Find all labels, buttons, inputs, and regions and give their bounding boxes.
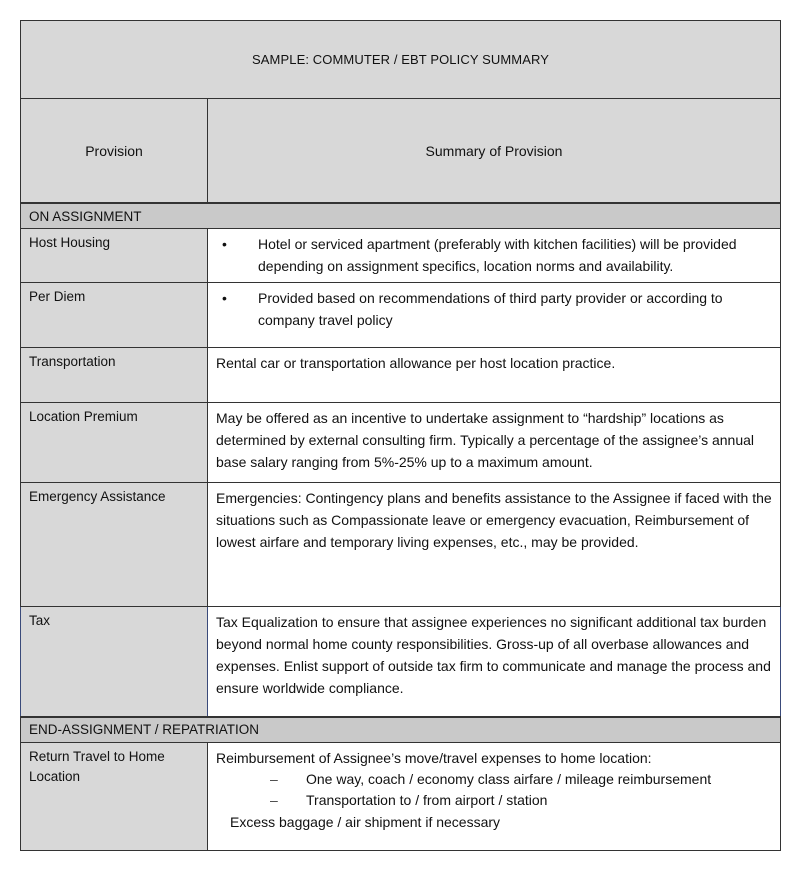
section-heading-on-assignment: ON ASSIGNMENT <box>21 203 781 229</box>
list-item <box>216 769 772 790</box>
provision-summary-host-housing <box>208 229 781 283</box>
row-per-diem <box>21 283 781 348</box>
summary-column-header: Summary of Provision <box>208 99 781 204</box>
provision-summary-tax: Tax Equalization to ensure that assignee experiences no significant additional tax burden beyond normal home county responsibilities. Gross-up of all overbase allowances and expenses. Enlist support of outside tax firm to communicate and manage the process and ensure worldwide compliance. <box>208 607 781 717</box>
provision-label-tax: Tax <box>21 607 208 717</box>
summary-text: Provided based on recommendations of third party provider or according to company travel policy <box>258 290 723 328</box>
row-emergency-assistance <box>21 483 781 607</box>
dash-icon: – <box>270 791 278 808</box>
bullet-icon: • <box>222 236 227 252</box>
row-tax <box>21 607 781 717</box>
row-location-premium <box>21 403 781 483</box>
dash-icon: – <box>270 770 278 787</box>
bullet-icon: • <box>222 290 227 306</box>
list-item-text: Transportation to / from airport / station <box>306 791 548 808</box>
provision-label-emergency-assistance: Emergency Assistance <box>21 483 208 607</box>
summary-extra: Excess baggage / air shipment if necessary <box>230 813 501 830</box>
provision-summary-location-premium: May be offered as an incentive to undertake assignment to “hardship” locations as determined by external consulting firm. Typically a percentage of the assignee’s annual base salary ranging from 5%-25% up to a maximum amount. <box>208 403 781 483</box>
provision-summary-return-travel <box>208 742 781 850</box>
provision-summary-per-diem <box>208 283 781 348</box>
provision-column-header: Provision <box>21 99 208 204</box>
policy-summary-document <box>20 20 780 851</box>
provision-label-per-diem: Per Diem <box>21 283 208 348</box>
title-row <box>21 21 781 99</box>
provision-label-return-travel: Return Travel to Home Location <box>21 742 208 850</box>
provision-summary-emergency-assistance: Emergencies: Contingency plans and benefits assistance to the Assignee if faced with the situations such as Compassionate leave or emergency evacuation, Reimbursement of lowest airfare and temporary living expenses, etc., may be provided. <box>208 483 781 607</box>
section-row-on-assignment <box>21 203 781 229</box>
policy-table <box>20 20 781 851</box>
summary-text: Hotel or serviced apartment (preferably with kitchen facilities) will be provided depending on assignment specifics, location norms and availability. <box>258 236 737 274</box>
list-item-text: One way, coach / economy class airfare / mileage reimbursement <box>306 770 712 787</box>
section-heading-end-assignment: END-ASSIGNMENT / REPATRIATION <box>21 717 781 743</box>
row-transportation <box>21 348 781 403</box>
document-title: SAMPLE: COMMUTER / EBT POLICY SUMMARY <box>21 21 781 99</box>
row-return-travel <box>21 742 781 850</box>
provision-label-location-premium: Location Premium <box>21 403 208 483</box>
provision-label-transportation: Transportation <box>21 348 208 403</box>
provision-summary-transportation: Rental car or transportation allowance per host location practice. <box>208 348 781 403</box>
section-row-end-assignment <box>21 717 781 743</box>
list-item <box>216 790 772 811</box>
column-header-row <box>21 99 781 204</box>
summary-intro: Reimbursement of Assignee’s move/travel expenses to home location: <box>216 749 652 766</box>
row-host-housing <box>21 229 781 283</box>
provision-label-host-housing: Host Housing <box>21 229 208 283</box>
